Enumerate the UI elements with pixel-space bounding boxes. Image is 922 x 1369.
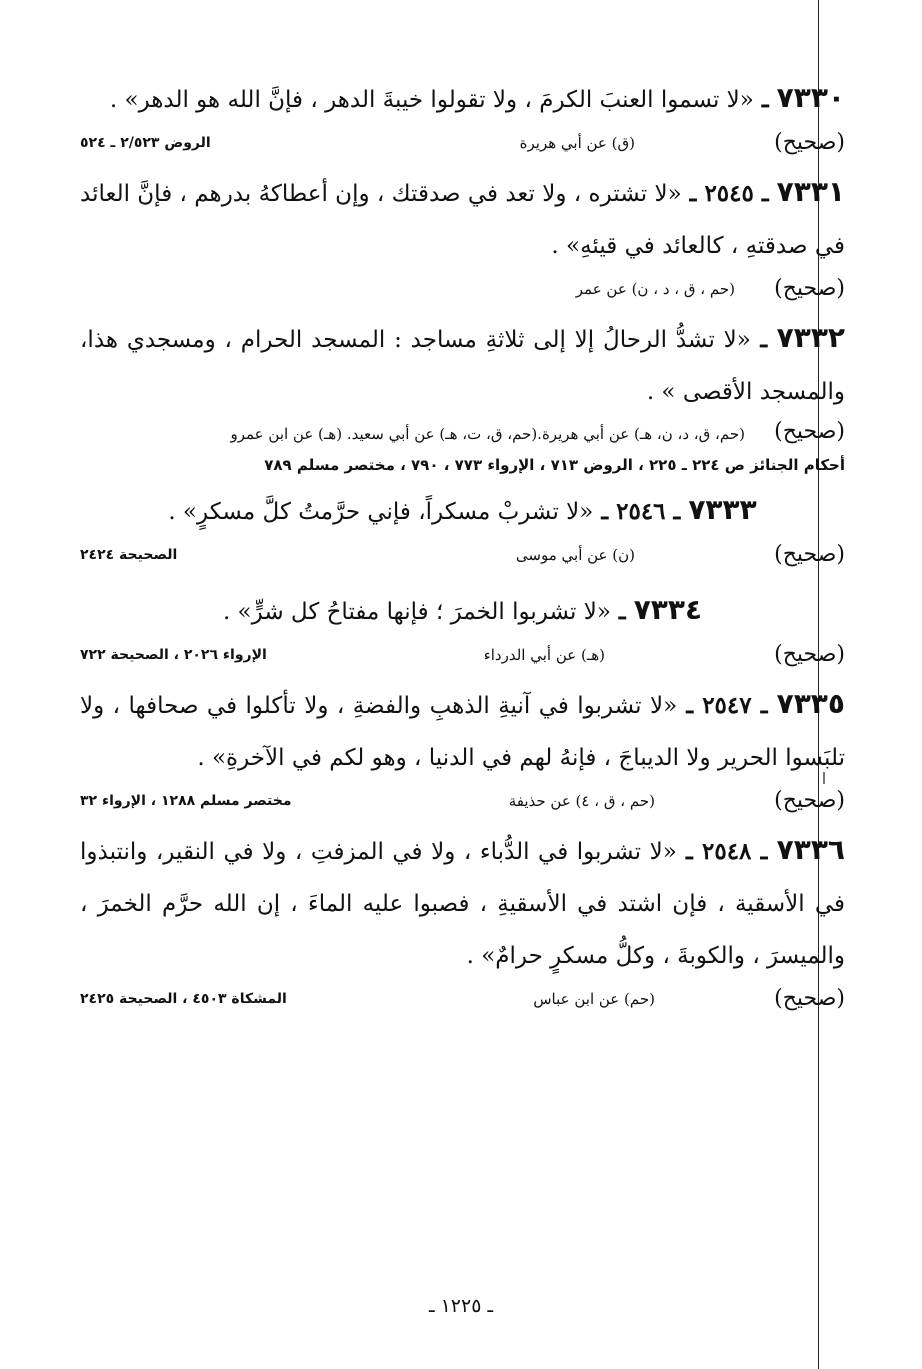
hadith-entry-7333 — [80, 484, 845, 572]
page-body — [80, 72, 845, 1016]
hadith-number: ٧٣٣٥ — [776, 687, 845, 720]
hadith-meta — [80, 638, 845, 672]
reference-label: الصحيحة ٢٤٢٤ — [80, 547, 178, 563]
grade-label: (صحيح) — [774, 276, 845, 301]
hadith-number: ٧٣٣٣ — [688, 493, 757, 526]
source-label: (ن) عن أبي موسى — [515, 546, 635, 564]
hadith-body: «لا تشدُّ الرحالُ إلا إلى ثلاثةِ مساجد : المسجد الحرام ، ومسجدي هذا، والمسجد الأقصى » . — [80, 327, 845, 405]
hadith-separator: ـ ٢٥٤٦ ـ — [593, 498, 689, 525]
hadith-separator: ـ — [610, 598, 634, 625]
grade-label: (صحيح) — [774, 788, 845, 813]
grade-label: (صحيح) — [774, 542, 845, 567]
hadith-meta — [80, 982, 845, 1016]
page-number: ـ ١٢٢٥ ـ — [428, 1295, 494, 1317]
hadith-number: ٧٣٣٠ — [776, 81, 845, 114]
grade-label: (صحيح) — [774, 130, 845, 155]
grade-label: (صحيح) — [774, 642, 845, 667]
hadith-entry-7335 — [80, 678, 845, 818]
source-label: (حم ، ق ، د ، ن) عن عمر — [575, 280, 735, 298]
hadith-separator: ـ ٢٥٤٨ ـ — [676, 838, 777, 865]
source-label: (حم، ق، د، ن، هـ) عن أبي هريرة.(حم، ق، ت، هـ) عن أبي سعيد. (هـ) عن ابن عمرو — [230, 425, 745, 443]
hadith-meta — [80, 784, 845, 818]
hadith-number: ٧٣٣٦ — [776, 833, 845, 866]
hadith-text — [80, 312, 845, 418]
reference-label: الإرواء ٢٠٢٦ ، الصحيحة ٧٢٢ — [80, 647, 267, 663]
hadith-text — [80, 824, 845, 982]
reference-label: أحكام الجنائز ص ٢٢٤ ـ ٢٢٥ ، الروض ٧١٣ ، الإرواء ٧٧٣ ، ٧٩٠ ، مختصر مسلم ٧٨٩ — [264, 456, 845, 474]
hadith-separator: ـ ٢٥٤٥ ـ — [681, 180, 777, 207]
reference-label: مختصر مسلم ١٢٨٨ ، الإرواء ٣٢ — [80, 793, 292, 809]
hadith-text — [80, 166, 845, 272]
hadith-body: «لا تشتره ، ولا تعد في صدقتك ، وإن أعطاكهُ بدرهم ، فإنَّ العائد في صدقتهِ ، كالعائد في قيئهِ» . — [80, 181, 845, 259]
hadith-text — [80, 678, 845, 784]
hadith-number: ٧٣٣١ — [776, 175, 845, 208]
hadith-meta — [80, 420, 845, 448]
hadith-meta — [80, 272, 845, 306]
source-label: (هـ) عن أبي الدرداء — [483, 646, 605, 664]
hadith-number: ٧٣٣٤ — [633, 593, 703, 626]
hadith-separator: ـ ٢٥٤٧ ـ — [677, 692, 777, 719]
hadith-entry-7332 — [80, 312, 845, 482]
hadith-entry-7336 — [80, 824, 845, 1016]
hadith-body: «لا تشربوا في الدُّباء ، ولا في المزفتِ ، ولا في النقير، وانتبذوا في الأسقية ، فإن اشتد في الأسقيةِ ، فصبوا عليه الماءَ ، إن الله حرَّم الخمرَ ، والميسرَ ، والكوبةَ ، وكلُّ مسكرٍ حرامٌ» . — [80, 839, 845, 969]
source-label: (حم ، ق ، ٤) عن حذيفة — [508, 792, 655, 810]
hadith-body: «لا تشربْ مسكراً، فإني حرَّمتُ كلَّ مسكرٍ» . — [168, 499, 594, 525]
hadith-meta — [80, 538, 845, 572]
hadith-separator: ـ — [750, 326, 777, 353]
hadith-body: «لا تسموا العنبَ الكرمَ ، ولا تقولوا خيبةَ الدهر ، فإنَّ الله هو الدهر» . — [109, 87, 754, 113]
hadith-entry-7331 — [80, 166, 845, 306]
source-label: (حم) عن ابن عباس — [533, 990, 655, 1008]
hadith-entry-7334 — [80, 584, 845, 672]
source-label: (ق) عن أبي هريرة — [519, 134, 635, 152]
hadith-meta — [80, 126, 845, 160]
hadith-entry-7330 — [80, 72, 845, 160]
reference-label: المشكاة ٤٥٠٣ ، الصحيحة ٢٤٢٥ — [80, 991, 287, 1007]
hadith-body: «لا تشربوا في آنيةِ الذهبِ والفضةِ ، ولا تأكلوا في صحافها ، ولا تلبَسوا الحرير ولا الديباجَ ، فإنهُ لهم في الدنيا ، وهو لكم في الآخرةِ» . — [80, 693, 845, 771]
grade-label: (صحيح) — [774, 986, 845, 1011]
hadith-text — [80, 584, 845, 638]
hadith-text — [80, 72, 845, 126]
hadith-number: ٧٣٣٢ — [776, 321, 845, 354]
grade-label: (صحيح) — [774, 419, 845, 444]
hadith-separator: ـ — [753, 86, 777, 113]
hadith-body: «لا تشربوا الخمرَ ؛ فإنها مفتاحُ كل شرٍّ» . — [222, 599, 611, 625]
reference-label: الروض ٢/٥٢٣ ـ ٥٢٤ — [80, 135, 211, 151]
hadith-text — [80, 484, 845, 538]
